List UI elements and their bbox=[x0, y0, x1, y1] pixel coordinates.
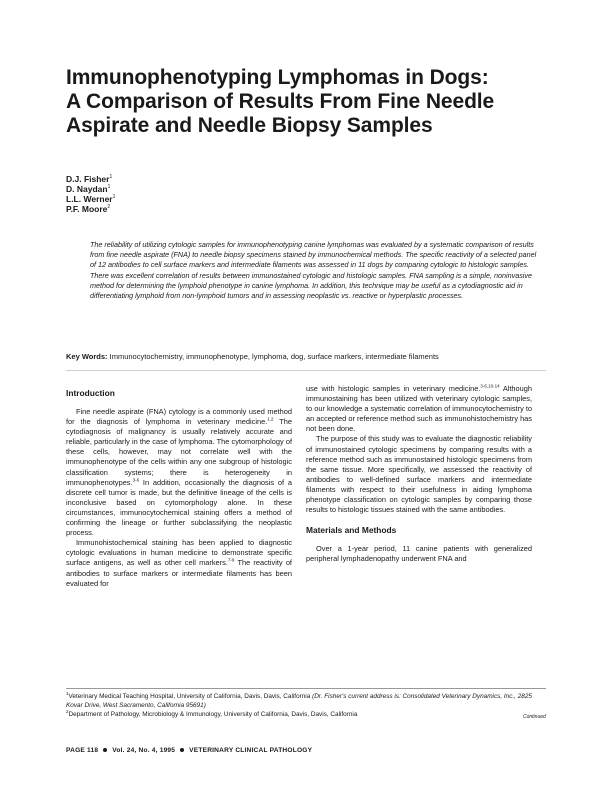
intro-paragraph-3: use with histologic samples in veterinary medicine.$^{3-6,10-14}$ Although immunostaining has been utilized with veterinary cytologic samples, to our knowledge a systematic correlation of immunocytochemistry to an accepted or reference method such as immunohistochemistry has not been done. bbox=[306, 383, 532, 434]
author: L.L. Werner$^1$ bbox=[66, 194, 116, 204]
intro-paragraph-1: Fine needle aspirate (FNA) cytology is a commonly used method for the diagnosis of lymphoma in veterinary medicine.$^{1,2}$ The cytodiagnosis of malignancy is usually relatively accurate and reliable, particularly in the case of lymphoma. The cytomorphology of these cells, however, may not correlate well with the immunophenotype of the cells within any one subgroup of histologic classification systems; there is heterogeneity in immunophenotypes.$^{3-6}$ In addition, occasionally the diagnosis of a discrete cell tumor is made, but the definitive lineage of the cells is inconclusive based on cytomorphology alone. In these circumstances, immunocytochemical staining offers a method of confirming the lineage or further subclassifying the neoplastic process. bbox=[66, 407, 292, 538]
author: D. Naydan$^1$ bbox=[66, 184, 111, 194]
bullet-icon bbox=[180, 748, 184, 752]
keywords-label: Key Words: bbox=[66, 352, 108, 361]
right-column bbox=[306, 384, 532, 564]
keywords-text: Immunocytochemistry, immunophenotype, lymphoma, dog, surface markers, intermediate filaments bbox=[109, 352, 439, 361]
methods-paragraph-1: Over a 1-year period, 11 canine patients with generalized peripheral lymphadenopathy underwent FNA and bbox=[306, 544, 532, 564]
introduction-heading: Introduction bbox=[66, 388, 115, 398]
left-column bbox=[66, 384, 292, 589]
journal-name: VETERINARY CLINICAL PATHOLOGY bbox=[189, 747, 313, 754]
author: P.F. Moore$^2$ bbox=[66, 204, 111, 214]
methods-heading: Materials and Methods bbox=[306, 525, 397, 536]
page-footer bbox=[66, 747, 312, 754]
section-divider bbox=[66, 370, 546, 371]
keywords bbox=[66, 352, 546, 362]
title-line-3: Aspirate and Needle Biopsy Samples bbox=[66, 114, 433, 137]
article-title bbox=[66, 66, 566, 138]
title-line-2: A Comparison of Results From Fine Needle bbox=[66, 90, 495, 113]
title-line-1: Immunophenotyping Lymphomas in Dogs: bbox=[66, 66, 489, 89]
abstract: The reliability of utilizing cytologic samples for immunophenotyping canine lymphomas was evaluated by a systematic comparison of results from fine needle aspirate (FNA) to needle biopsy specimens stained by immunochemical methods. The specific reactivity of a selected panel of 12 antibodies to cell surface markers and intermediate filaments was assessed in 11 dogs by comparing cytologic to histologic samples. There was excellent correlation of results between immunostained cytologic and histologic samples. FNA sampling is a simple, noninvasive method for determining the lymphoid phenotype in canine lymphoma. In addition, this technique may be useful as a cytodiagnostic aid in differentiating lymphoid from non-lymphoid tumors and in assessing neoplastic vs. reactive or hyperplastic processes. bbox=[90, 240, 537, 301]
bullet-icon bbox=[103, 748, 107, 752]
continued-label: Continued bbox=[523, 714, 546, 720]
footnotes bbox=[66, 692, 546, 719]
footnote-divider bbox=[66, 688, 546, 689]
intro-paragraph-4: The purpose of this study was to evaluate the diagnostic reliability of immunostained cytologic specimens by comparing results with a reference method such as immunostained histologic specimens from the same tissue. More specifically, we assessed the reactivity of antibodies to well-defined surface markers and intermediate filaments with respect to their usefulness in aiding lymphoma phenotype classification on cytologic samples by comparing those results to histologic tissues stained with the same antibodies. bbox=[306, 434, 532, 515]
issue-info: Vol. 24, No. 4, 1995 bbox=[112, 747, 176, 754]
intro-paragraph-2: Immunohistochemical staining has been applied to diagnostic cytologic evaluations in human medicine to demonstrate specific surface antigens, as well as other cell markers.$^{7-9}$ The reactivity of antibodies to surface markers or intermediate filaments has been evaluated for bbox=[66, 538, 292, 588]
author: D.J. Fisher$^1$ bbox=[66, 174, 113, 184]
footnote-1: $^1$Veterinary Medical Teaching Hospital, University of California, Davis, Davis, California (Dr. Fisher's current address is: Consolidated Veterinary Dynamics, Inc., 2825 Kovar Drive, West Sacramento, California 95691) bbox=[66, 690, 532, 709]
author-list bbox=[66, 174, 115, 214]
page-number: PAGE 118 bbox=[66, 747, 99, 754]
footnote-2: $^2$Department of Pathology, Microbiology & Immunology, University of California, Davis, Davis, California bbox=[66, 708, 358, 718]
